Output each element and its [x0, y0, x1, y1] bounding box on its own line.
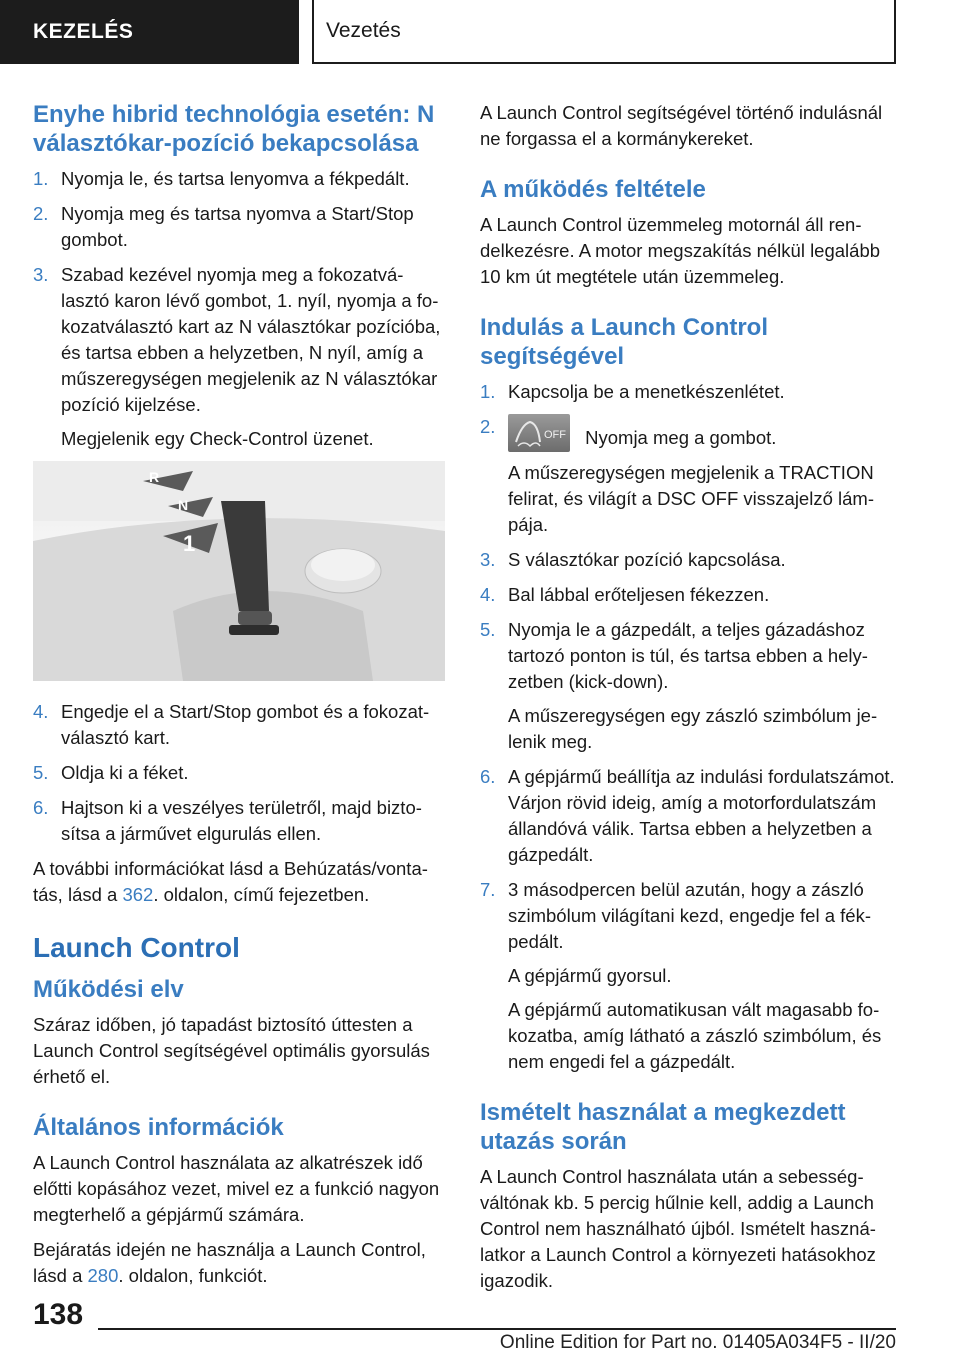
step-text: Hajtson ki a veszélyes területről, majd biztosítsa a járművet elgurulás ellen. — [61, 797, 422, 844]
chapter-tab — [312, 0, 896, 64]
step-note: Megjelenik egy Check-Control üzenet. — [61, 428, 374, 449]
step-number: 1. — [480, 381, 496, 402]
list-item — [480, 547, 900, 573]
page-number: 138 — [33, 1298, 84, 1331]
page-link-362[interactable]: 362 — [122, 884, 154, 905]
footer-divider — [98, 1328, 896, 1330]
step-number: 2. — [33, 203, 49, 224]
step-number: 5. — [33, 762, 49, 783]
step-text: S választókar pozíció kapcsolása. — [508, 549, 786, 570]
step-number: 3. — [33, 264, 49, 285]
label-r: R — [149, 469, 160, 485]
step-number: 5. — [480, 619, 496, 640]
more-info-paragraph: A további információkat lásd a Behúzatás/vontatás, lásd a 362. oldalon, című fejezetben. — [33, 858, 428, 905]
condition-text: A Launch Control üzemmeleg motornál áll rendelkezésre. A motor megszakítás nélkül legalább 10 km út megtétele után üzemmeleg. — [480, 214, 881, 287]
step-note: A műszeregységen egy zászló szimbólum jelenik meg. — [508, 705, 878, 752]
step-number: 3. — [480, 549, 496, 570]
list-item — [480, 617, 900, 755]
step-note: A gépjármű gyorsul. — [508, 965, 672, 986]
list-item — [33, 699, 445, 751]
list-item — [480, 764, 900, 868]
condition-heading: A működés feltétele — [480, 176, 706, 203]
dsc-off-label: OFF — [544, 429, 566, 441]
step-note: A gépjármű automatikusan vált magasabb fokozatba, amíg látható a zászló szimbólum, és nem engedi fel a gázpedált. — [508, 999, 882, 1072]
list-item — [33, 201, 445, 253]
general-info-heading: Általános információk — [33, 1114, 284, 1141]
step-text: Nyomja le, és tartsa lenyomva a fékpedált. — [61, 168, 410, 189]
step-number: 6. — [33, 797, 49, 818]
step-text: Kapcsolja be a menetkészenlétet. — [508, 381, 785, 402]
list-item — [33, 795, 445, 847]
list-item — [33, 166, 445, 192]
principle-heading: Működési elv — [33, 976, 184, 1003]
intro-text: A Launch Control segítségével történő indulásnál ne forgassa el a kormánykereket. — [480, 102, 883, 149]
step-text: Nyomja meg a gombot. — [585, 427, 777, 448]
list-item — [480, 379, 900, 405]
step-number: 2. — [480, 416, 496, 437]
section-tab — [0, 0, 299, 64]
list-item — [480, 877, 900, 1075]
step-text: Bal lábbal erőteljesen fékezzen. — [508, 584, 770, 605]
principle-text: Száraz időben, jó tapadást biztosító úttesten a Launch Control segítségével optimális gyorsulás érhető el. — [33, 1014, 430, 1087]
dsc-off-button-icon — [508, 414, 570, 452]
section-title: KEZELÉS — [33, 20, 134, 43]
start-heading: Indulás a Launch Control segítségével — [480, 314, 769, 370]
list-item — [33, 262, 445, 452]
label-1: 1 — [183, 531, 196, 556]
gear-selector-illustration — [33, 461, 445, 681]
step-number: 7. — [480, 879, 496, 900]
n-position-heading: Enyhe hibrid technológia esetén: N választókar-pozíció bekapcsolása — [33, 101, 435, 157]
chapter-title: Vezetés — [326, 19, 401, 42]
n-steps-list-a — [33, 166, 445, 452]
repeat-heading: Ismételt használat a megkezdett utazás során — [480, 1099, 846, 1155]
left-column — [33, 100, 445, 1298]
label-n: N — [178, 497, 189, 513]
step-text: Nyomja meg és tartsa nyomva a Start/Stop gombot. — [61, 203, 414, 250]
edition-note: Online Edition for Part no. 01405A034F5 - II/20 — [499, 1332, 896, 1353]
general-info-text: A Launch Control használata az alkatrészek idő előtti kopásához vezet, mivel ez a funkció nagyon megterhelő a gépjármű számára. — [33, 1152, 440, 1225]
step-text: Engedje el a Start/Stop gombot és a fokozatválasztó kart. — [61, 701, 430, 748]
break-in-paragraph: Bejáratás idején ne használja a Launch Control, lásd a 280. oldalon, funkciót. — [33, 1239, 426, 1286]
step-number: 4. — [480, 584, 496, 605]
repeat-text: A Launch Control használata után a sebességváltónak kb. 5 percig hűlnie kell, addig a Launch Control nem használható újból. Ismételt használatkor a Launch Control a környezeti hatásokhoz igazodik. — [480, 1166, 876, 1291]
step-number: 4. — [33, 701, 49, 722]
right-column — [480, 100, 900, 1303]
step-number: 1. — [33, 168, 49, 189]
step-text: Nyomja le a gázpedált, a teljes gázadáshoz tartozó ponton is túl, és tartsa ebben a helyzetben (kick-down). — [508, 619, 868, 692]
list-item — [480, 582, 900, 608]
step-text: 3 másodpercen belül azután, hogy a zászló szimbólum világítani kezd, engedje fel a fékpedált. — [508, 879, 872, 952]
step-text: Oldja ki a féket. — [61, 762, 189, 783]
start-steps-list — [480, 379, 900, 1075]
page-link-280[interactable]: 280 — [87, 1265, 119, 1286]
step-number: 6. — [480, 766, 496, 787]
launch-control-title: Launch Control — [33, 932, 240, 963]
n-steps-list-b — [33, 699, 445, 847]
list-item — [480, 414, 900, 538]
list-item — [33, 760, 445, 786]
step-text: A gépjármű beállítja az indulási fordulatszámot. Várjon rövid ideig, amíg a motorfordulatszám állandóvá válik. Tartsa ebben a helyzetben a gázpedált. — [508, 766, 895, 865]
step-text: Szabad kezével nyomja meg a fokozatválasztó karon lévő gombot, 1. nyíl, nyomja a fokozatválasztó kart az N választókar pozícióba, és tartsa ebben a helyzetben, N nyíl, amíg a műszeregységen megjelenik az N választókar pozíció kijelzése. — [61, 264, 441, 415]
step-note: A műszeregységen megjelenik a TRACTION felirat, és világít a DSC OFF visszajelző lámpája. — [508, 462, 874, 535]
